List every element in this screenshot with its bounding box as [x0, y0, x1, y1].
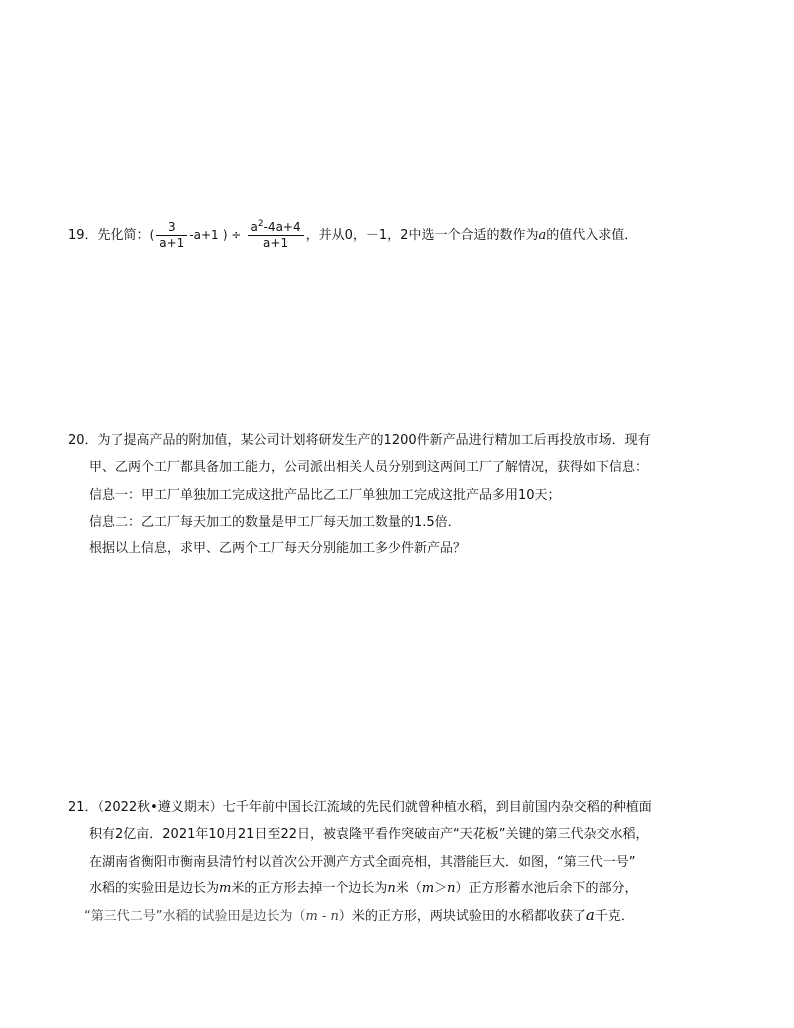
q21-line-5-text-c: 千克．	[594, 909, 634, 924]
q21-line-4-text-b: 米的正方形去掉一个边长为	[231, 881, 388, 896]
q21-greater-than: ＞	[434, 881, 448, 896]
q19-fraction-1-numerator: 3	[156, 220, 187, 236]
q21-variable-n: n	[387, 881, 396, 896]
q20-line-4: 信息二：乙工厂每天加工的数量是甲工厂每天加工数量的1.5倍．	[89, 515, 461, 530]
q19-middle-term: -a+1	[189, 228, 219, 242]
q19-fraction-1	[156, 220, 187, 251]
q21-line-4	[89, 881, 637, 897]
q21-variable-n-2: n	[447, 881, 456, 896]
q19-tail-2: 的值代入求值．	[546, 228, 638, 243]
q21-line-5-text-b: ）米的正方形，两块试验田的水稻都收获了	[338, 909, 586, 924]
q19-variable-a: a	[538, 228, 547, 243]
q21-line-2: 积有2亿亩．2021年10月21日至22日，被袁隆平看作突破亩产“天花板”关键的第三代杂交水稻，	[89, 827, 649, 842]
question-19	[68, 218, 637, 253]
q19-fraction-2-denominator: a+1	[263, 236, 289, 250]
q19-f2-rest: -4a+4	[263, 220, 301, 234]
q20-line-1: 20．为了提高产品的附加值，某公司计划将研发生产的1200件新产品进行精加工后再投放市场．现有	[68, 433, 651, 448]
q20-line-2: 甲、乙两个工厂都具备加工能力，公司派出相关人员分别到这两间工厂了解情况，获得如下信息：	[89, 460, 649, 475]
q19-open-paren: (	[149, 228, 155, 242]
q19-number: 19．	[68, 228, 98, 243]
q19-f2-exponent: 2	[257, 219, 264, 229]
q19-f2-base: a	[250, 220, 258, 234]
q19-fraction-1-denominator: a+1	[159, 236, 185, 250]
q21-line-1: 21．（2022秋•遵义期末）七千年前中国长江流域的先民们就曾种植水稻，到目前国内杂交稻的种植面	[68, 800, 652, 815]
q21-line-5-text-a: “第三代二号”水稻的试验田是边长为（	[84, 909, 306, 924]
q19-fraction-2-numerator	[248, 220, 304, 236]
q21-line-5	[84, 907, 634, 925]
q19-close-divide: ) ÷	[222, 228, 242, 242]
q19-lead: 先化简：	[97, 228, 150, 243]
q21-variable-m-2: m	[421, 881, 435, 896]
q19-fraction-2	[248, 220, 304, 251]
q20-line-3: 信息一：甲工厂单独加工完成这批产品比乙工厂单独加工完成这批产品多用10天；	[89, 488, 561, 503]
q21-expression-m-minus-n: m - n	[305, 909, 339, 924]
q20-line-5: 根据以上信息，求甲、乙两个工厂每天分别能加工多少件新产品？	[89, 541, 467, 556]
q21-line-4-text-a: 水稻的实验田是边长为	[89, 881, 220, 896]
q21-line-3: 在湖南省衡阳市衡南县清竹村以首次公开测产方式全面亮相，其潜能巨大．如图，“第三代一号”	[89, 855, 636, 870]
q21-variable-m: m	[219, 881, 232, 896]
q21-line-4-text-d: ）正方形蓄水池后余下的部分，	[455, 881, 638, 896]
q21-variable-a: a	[585, 906, 595, 924]
q19-tail-1: ，并从0，－1，2中选一个合适的数作为	[305, 228, 539, 243]
q21-line-4-text-c: 米（	[395, 881, 422, 896]
